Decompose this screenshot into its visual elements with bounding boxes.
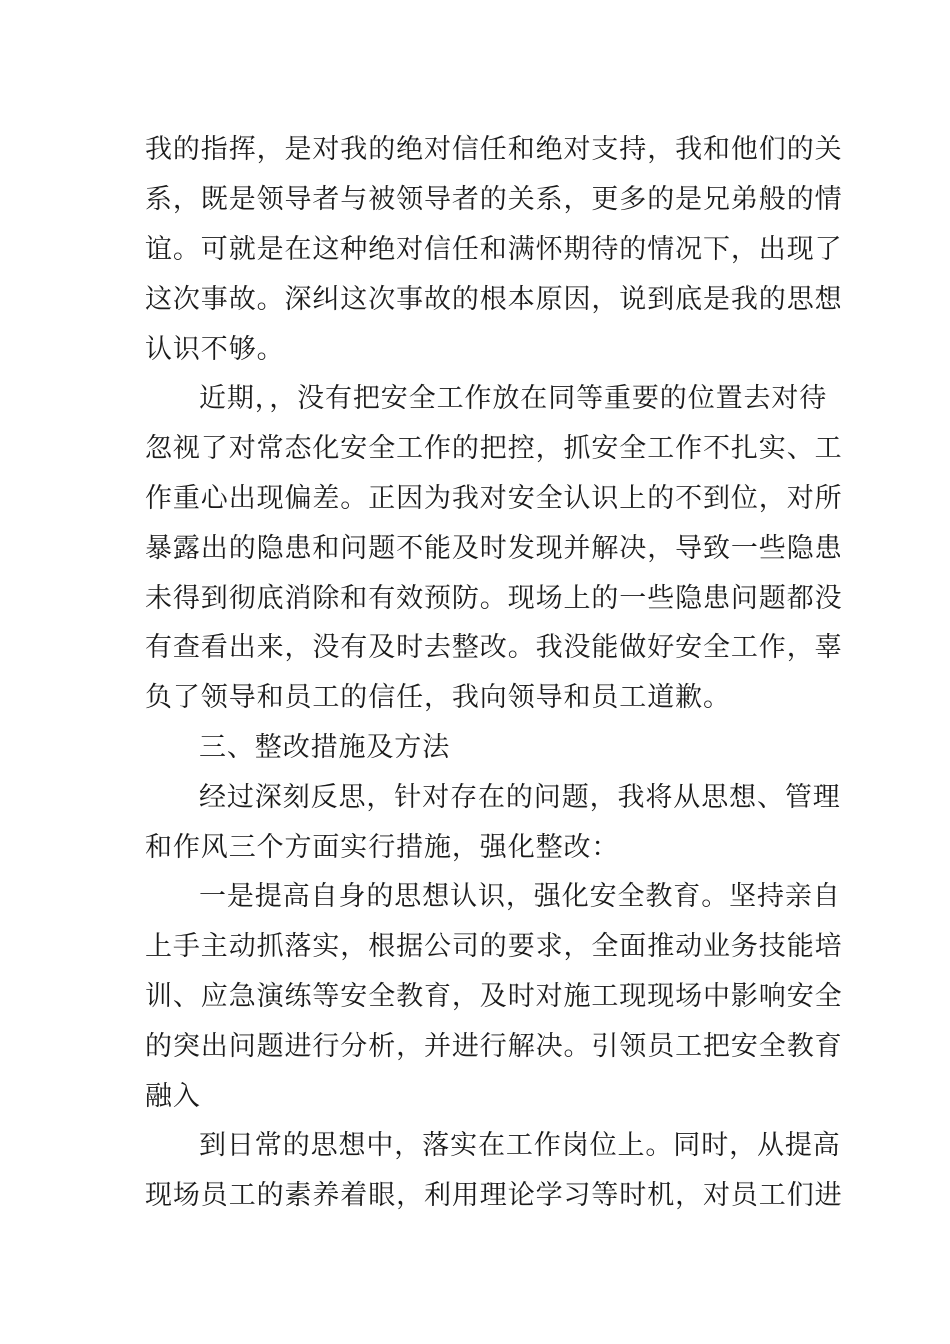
paragraph-first-line: 经过深刻反思，针对存在的问题，我将从思想、管理: [199, 782, 841, 813]
text-line: 忽视了对常态化安全工作的把控，抓安全工作不扎实、工: [145, 433, 843, 464]
text-line: 和作风三个方面实行措施，强化整改：: [145, 832, 620, 863]
text-line: 上手主动抓落实，根据公司的要求，全面推动业务技能培: [145, 931, 843, 962]
text-line: 我的指挥，是对我的绝对信任和绝对支持，我和他们的关: [145, 134, 843, 165]
text-line: 这次事故。深纠这次事故的根本原因，说到底是我的思想: [145, 284, 843, 315]
text-line: 暴露出的隐患和问题不能及时发现并解决，导致一些隐患: [145, 533, 843, 564]
text-line: 谊。可就是在这种绝对信任和满怀期待的情况下，出现了: [145, 234, 843, 265]
text-line: 认识不够。: [145, 334, 285, 365]
text-line: 负了领导和员工的信任，我向领导和员工道歉。: [145, 682, 731, 713]
text-line: 训、应急演练等安全教育，及时对施工现现场中影响安全: [145, 981, 843, 1012]
text-line: 有查看出来，没有及时去整改。我没能做好安全工作，辜: [145, 632, 843, 663]
paragraph-first-line: 到日常的思想中，落实在工作岗位上。同时，从提高: [199, 1130, 841, 1161]
paragraph-first-line: 近期，，没有把安全工作放在同等重要的位置去对待: [199, 383, 828, 414]
section-heading: 三、整改措施及方法: [199, 732, 451, 763]
text-line: 融入: [145, 1081, 201, 1112]
text-line: 未得到彻底消除和有效预防。现场上的一些隐患问题都没: [145, 583, 843, 614]
paragraph-first-line: 一是提高自身的思想认识，强化安全教育。坚持亲自: [199, 881, 841, 912]
text-line: 作重心出现偏差。正因为我对安全认识上的不到位，对所: [145, 483, 843, 514]
text-line: 现场员工的素养着眼，利用理论学习等时机，对员工们进: [145, 1180, 843, 1211]
text-line: 的突出问题进行分析，并进行解决。引领员工把安全教育: [145, 1031, 843, 1062]
text-line: 系，既是领导者与被领导者的关系，更多的是兄弟般的情: [145, 184, 843, 215]
